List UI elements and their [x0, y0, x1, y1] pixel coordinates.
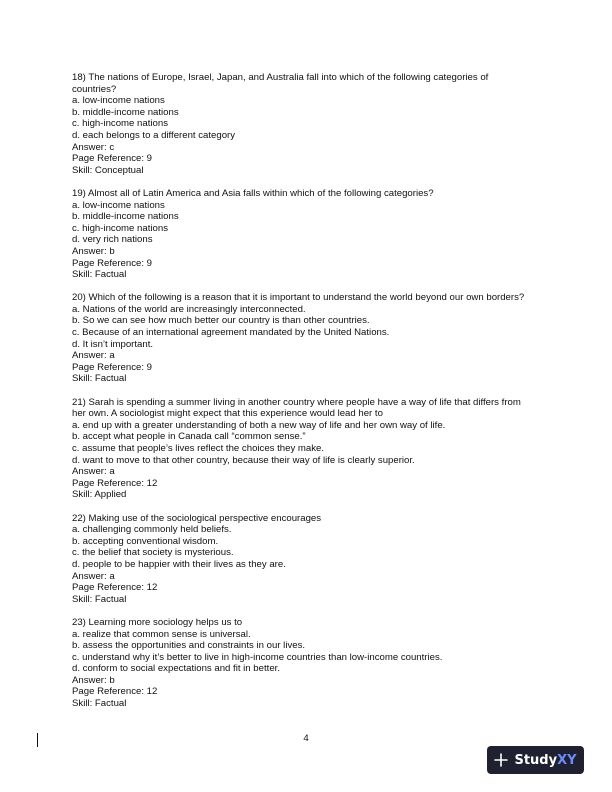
page-number: 4	[303, 733, 309, 744]
option-b: b. accept what people in Canada call “common sense.”	[72, 431, 306, 443]
question-23	[72, 617, 532, 710]
question-list	[72, 72, 532, 721]
option-a: a. end up with a greater understanding of both a new way of life and her own way of life.	[72, 419, 446, 431]
option-c: c. Because of an international agreement mandated by the United Nations.	[72, 327, 390, 339]
question-stem: 21) Sarah is spending a summer living in another country where people have a way of life that differs from her own. A sociologist might expect that this experience would lead her to	[72, 396, 521, 420]
question-21	[72, 397, 532, 501]
page-reference-line: Page Reference: 12	[72, 582, 158, 594]
brand-prefix: Study	[514, 752, 558, 768]
question-stem: 18) The nations of Europe, Israel, Japan, and Australia fall into which of the following categories of countries?	[72, 72, 489, 95]
option-c: c. the belief that society is mysterious.	[72, 547, 234, 559]
answer-line: Answer: b	[72, 245, 115, 257]
option-b: b. assess the opportunities and constraints in our lives.	[72, 640, 306, 652]
question-19	[72, 188, 532, 281]
answer-line: Answer: c	[72, 141, 115, 153]
answer-line: Answer: a	[72, 466, 115, 478]
option-b: b. accepting conventional wisdom.	[72, 535, 219, 547]
question-20	[72, 292, 532, 385]
option-a: a. challenging commonly held beliefs.	[72, 524, 232, 536]
answer-line: Answer: a	[72, 350, 115, 362]
option-d: d. people to be happier with their lives as they are.	[72, 558, 286, 570]
option-b: b. middle-income nations	[72, 211, 179, 223]
skill-line: Skill: Factual	[72, 593, 127, 605]
option-c: c. understand why it’s better to live in high-income countries than low-income countries.	[72, 651, 443, 663]
skill-line: Skill: Factual	[72, 698, 127, 710]
option-a: a. low-income nations	[72, 199, 165, 211]
option-a: a. Nations of the world are increasingly interconnected.	[72, 303, 306, 315]
answer-line: Answer: a	[72, 570, 115, 582]
option-d: d. It isn’t important.	[72, 338, 154, 350]
page-reference-line: Page Reference: 12	[72, 686, 158, 698]
page-reference-line: Page Reference: 9	[72, 361, 153, 373]
skill-line: Skill: Factual	[72, 373, 127, 385]
page-reference-line: Page Reference: 9	[72, 153, 153, 165]
option-a: a. realize that common sense is universal.	[72, 628, 251, 640]
question-18	[72, 72, 532, 176]
skill-line: Skill: Applied	[72, 489, 127, 501]
question-stem: 19) Almost all of Latin America and Asia falls within which of the following categories?	[72, 187, 434, 199]
option-a: a. low-income nations	[72, 95, 165, 107]
page-reference-line: Page Reference: 9	[72, 257, 153, 269]
question-22	[72, 513, 532, 606]
option-c: c. high-income nations	[72, 222, 168, 234]
option-d: d. very rich nations	[72, 234, 153, 246]
question-stem: 22) Making use of the sociological perspective encourages	[72, 512, 322, 524]
option-d: d. each belongs to a different category	[72, 129, 236, 141]
studyxy-badge[interactable]	[487, 746, 584, 774]
skill-line: Skill: Conceptual	[72, 164, 144, 176]
option-c: c. assume that people’s lives reflect the choices they make.	[72, 443, 325, 454]
option-b: b. So we can see how much better our country is than other countries.	[72, 315, 370, 327]
option-b: b. middle-income nations	[72, 106, 179, 118]
question-stem: 23) Learning more sociology helps us to	[72, 616, 243, 628]
brand-name	[514, 753, 576, 768]
answer-line: Answer: b	[72, 674, 115, 686]
plus-icon	[494, 753, 508, 767]
option-d: d. conform to social expectations and fit in better.	[72, 663, 280, 675]
option-c: c. high-income nations	[72, 118, 168, 130]
question-stem: 20) Which of the following is a reason that it is important to understand the world beyond our own borders?	[72, 292, 525, 304]
page-reference-line: Page Reference: 12	[72, 477, 158, 489]
skill-line: Skill: Factual	[72, 269, 127, 281]
option-d: d. want to move to that other country, because their way of life is clearly superior.	[72, 454, 415, 466]
brand-accent: XY	[557, 752, 577, 768]
